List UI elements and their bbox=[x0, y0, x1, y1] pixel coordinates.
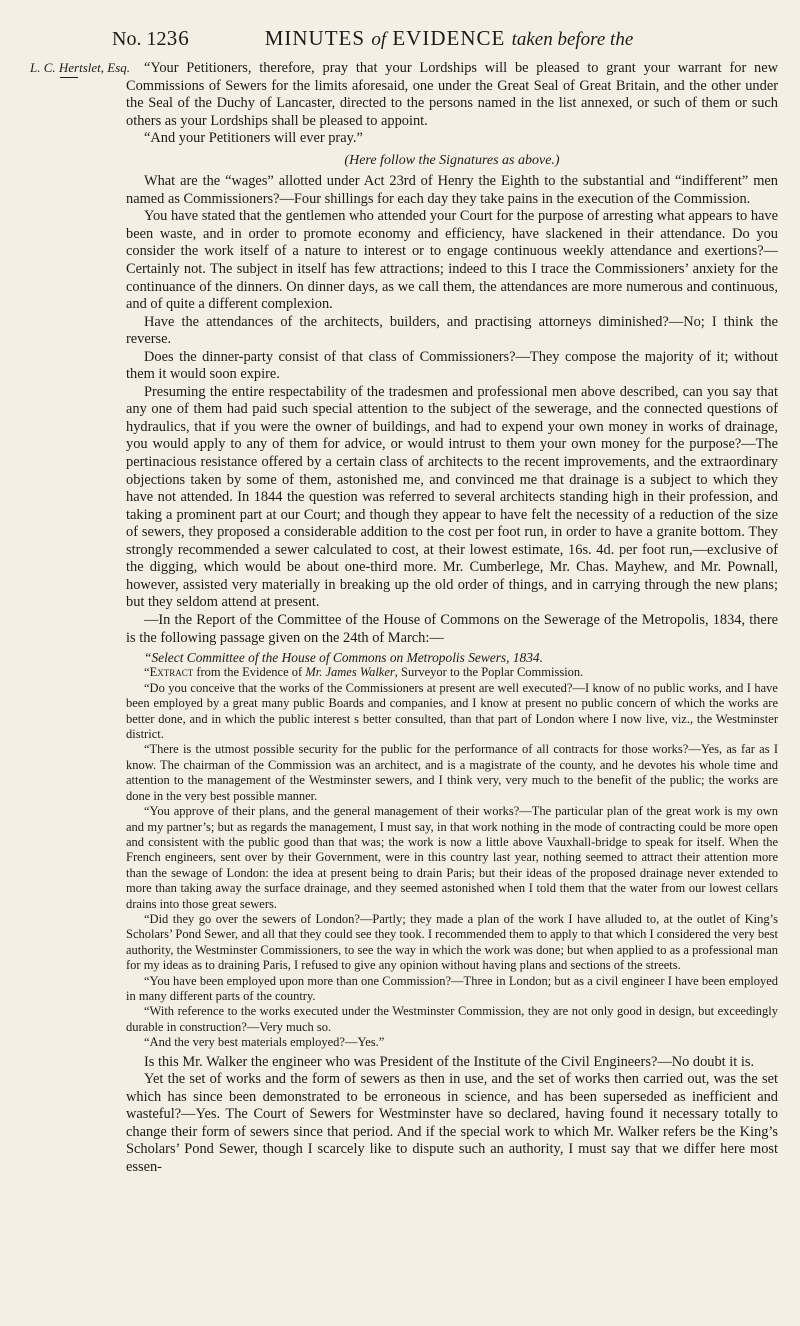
margin-note bbox=[30, 60, 131, 78]
quote-extract-line: “Extract from the Evidence of Mr. James Walker, Surveyor to the Poplar Commission. bbox=[144, 665, 584, 680]
page-header bbox=[0, 26, 800, 56]
evidence-paragraph: Presuming the entire respectability of the tradesmen and professional men above described, can you say that any one of them had paid such special attention to the subject of the sewerage, and the connected questions of hydraulics, that if you were the owner of buildings, and had to expend your own money in works of drainage, you would apply to any of them for advice, or would intrust to them your own money for the purpose?—The pertinacious resistance offered by a certain class of architects to the recent improvements, and the extraordinary objections taken by some of them, astonished me, and convinced me that drainage is a subject to which they have not attended. In 1844 the question was referred to several architects standing high in their profession, and taking a prominent part at our Court; and though they appear to have felt the necessity of a reduction of the size of sewers, they proposed a considerable addition to the cost per foot run, in order to have a granite bottom. They strongly recommended a sewer calculated to cost, at their lowest estimate, 16s. 4d. per foot run,—exclusive of the digging, which would be about one-third more. Mr. Cumberlege, Mr. Chas. Mayhew, and Mr. Pownall, however, assisted very materially in breaking up the old order of things, and in carrying through the new plans; but they seldom attend at present. bbox=[126, 383, 778, 611]
evidence-paragraph: Does the dinner-party consist of that class of Commissioners?—They compose the majority of it; without them it would soon expire. bbox=[126, 348, 778, 383]
title-evidence: EVIDENCE bbox=[386, 26, 512, 50]
petition-closing: “And your Petitioners will ever pray.” bbox=[144, 130, 363, 147]
quoted-extract bbox=[126, 650, 778, 1051]
running-title bbox=[0, 26, 800, 51]
witness-name: L. C. Hertslet, Esq. bbox=[30, 60, 131, 75]
petition-paragraph: “Your Petitioners, therefore, pray that your Lordships will be pleased to grant your warrant for new Commissions of Sewers for the limits aforesaid, one under the Great Seal of Great Britain, and the other under the Seal of the Duchy of Lancaster, directed to the persons named in the list annexed, or such of them or such others as your Lordships shall be pleased to appoint. bbox=[126, 60, 778, 129]
quote-heading: “Select Committee of the House of Commons on Metropolis Sewers, 1834. bbox=[144, 650, 543, 666]
quote-paragraph: “You approve of their plans, and the general management of their works?—The particular plan of the great work is my own and my partner’s; but as regards the management, I must say, in that work nothing in the mode of contracting could be more open and consistent with the public good than that was; the work is now a little above Vauxhall-bridge to speak for itself. When the French engineers, sent over by their Government, were in this country last year, nothing seemed to attract their attention more than the sewage of London: the idea at present being to drain Paris; but their ideas of the proposed drainage never extended to more than taking away the surface drainage, and they seemed astonished when I told them that the water from our lowest cellars drains into those great sewers. bbox=[126, 804, 778, 911]
margin-rule bbox=[60, 77, 78, 78]
title-taken-before: taken before the bbox=[511, 29, 634, 50]
extract-label: Extract bbox=[149, 665, 194, 680]
quote-paragraph: “Do you conceive that the works of the Commissioners at present are well executed?—I know of no public works, and I have been employed by a great many public Boards and companies, and I know at present no public concern of which the works are better done, and in which the public interest s better consulted, than that part of London where I now live, viz., the Westminster district. bbox=[126, 680, 778, 742]
quote-paragraph: “And the very best materials employed?—Yes.” bbox=[144, 1035, 385, 1050]
extract-end: , Surveyor to the Poplar Commission. bbox=[394, 665, 584, 680]
evidence-paragraph: Is this Mr. Walker the engineer who was President of the Institute of the Civil Engineers?—No doubt it is. bbox=[144, 1053, 755, 1070]
evidence-paragraph: —In the Report of the Committee of the House of Commons on the Sewerage of the Metropolis, 1834, there is the following passage given on the 24th of March:— bbox=[126, 611, 778, 646]
folio-number: 36 bbox=[166, 26, 190, 50]
body-text bbox=[126, 60, 778, 1320]
extract-witness: Mr. James Walker bbox=[305, 665, 395, 680]
quote-paragraph: “With reference to the works executed under the Westminster Commission, they are not only good in design, but exceedingly durable in construction?—Very much so. bbox=[126, 1004, 778, 1034]
quote-paragraph: “You have been employed upon more than one Commission?—Three in London; but as a civil engineer I have been employed in many different parts of the country. bbox=[126, 973, 778, 1003]
evidence-paragraph: You have stated that the gentlemen who attended your Court for the purpose of arresting what appears to have been waste, and in order to promote economy and efficiency, have slackened in their attendance. Do you consider the work itself of a nature to interest or to engage continuous weekly attendance and exertions?—Certainly not. The subject in itself has few attractions; indeed to this I trace the Commissioners’ anxiety for the continuance of the dinners. On dinner days, as we call them, the attendances are more numerous and continuous, and of quite a different complexion. bbox=[126, 208, 778, 313]
signatures-note: (Here follow the Signatures as above.) bbox=[344, 152, 560, 168]
evidence-paragraph: Have the attendances of the architects, builders, and practising attorneys diminished?—No; I think the reverse. bbox=[126, 313, 778, 348]
page-number: No. 12. bbox=[112, 28, 172, 50]
quote-paragraph: “Did they go over the sewers of London?—Partly; they made a plan of the work I have alluded to, at the outlet of King’s Scholars’ Pond Sewer, and all that they could see they took. I recommended them to apply to that which I considered the very best authority, the Westminster Commissioners, to see the way in which the work was done; but when applied to as a professional man for my ideas as to draining Paris, I refused to give any opinion without having plans and sections of the streets. bbox=[126, 911, 778, 973]
quote-paragraph: “There is the utmost possible security for the public for the performance of all contracts for those works?—Yes, as far as I know. The chairman of the Commission was an architect, and is a magistrate of the county, and he devotes his whole time and attention to the management of the Westminster sewers, and I think very, very much to the benefit of the public; the works are done in the very best possible manner. bbox=[126, 742, 778, 803]
evidence-paragraph: Yet the set of works and the form of sewers as then in use, and the set of works then carried out, was the set which has since been demonstrated to be erroneous in science, and has been superseded as inefficient and wasteful?—Yes. The Court of Sewers for Westminster have so declared, having found it necessary totally to change their form of sewers since that period. And if the special work to which Mr. Walker refers be the King’s Scholars’ Pond Sewer, though I scarcely like to dispute such an authority, I must say that we differ here most essen- bbox=[126, 1071, 778, 1175]
title-minutes: MINUTES bbox=[264, 26, 372, 50]
title-of: of bbox=[371, 29, 387, 50]
extract-mid: from the Evidence of bbox=[193, 665, 306, 680]
evidence-paragraph: What are the “wages” allotted under Act 23rd of Henry the Eighth to the substantial and “indifferent” men named as Commissioners?—Four shillings for each day they take pains in the execution of the Commission. bbox=[126, 173, 778, 207]
